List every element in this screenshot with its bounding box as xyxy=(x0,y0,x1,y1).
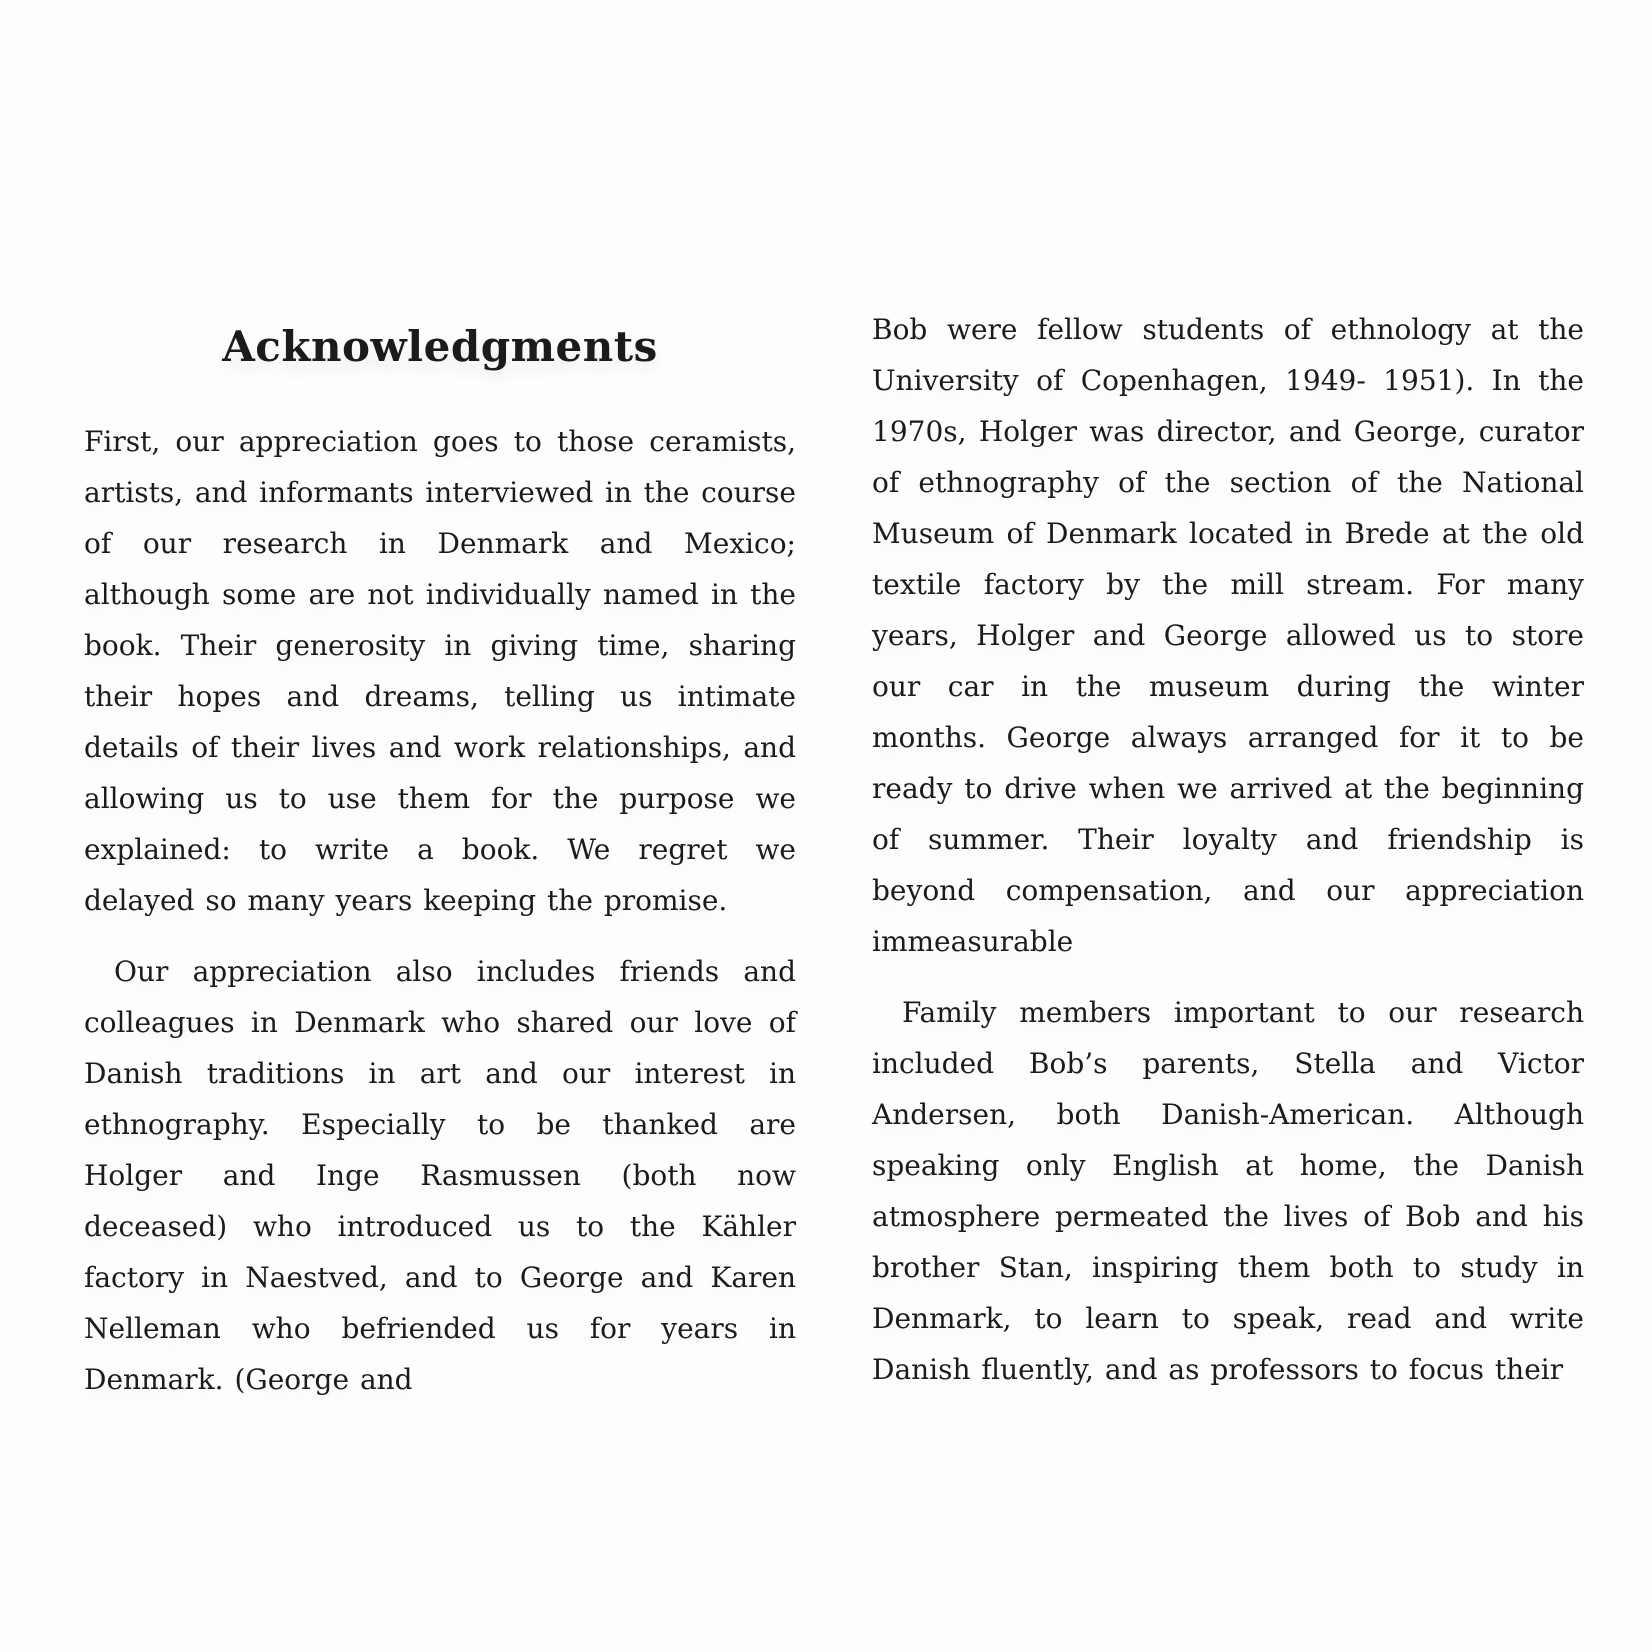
paragraph-appreciation-informants: First, our appreciation goes to those ceramists, artists, and informants interviewed in the course of our research in Denmark and Mexico; although some are not individually named in the book. Their generosity in giving time, sharing their hopes and dreams, telling us intimate details of their lives and work relationships, and allowing us to use them for the purpose we explained: to write a book. We regret we delayed so many years keeping the promise. xyxy=(84,425,796,917)
page-title: Acknowledgments xyxy=(222,322,658,371)
paragraph-continuation-museum: Bob were fellow students of ethnology at the University of Copenhagen, 1949- 1951). In the 1970s, Holger was director, and George, curator of ethnography of the section of the National Museum of Denmark located in Brede at the old textile factory by the mill stream. For many years, Holger and George allowed us to store our car in the museum during the winter months. George always arranged for it to be ready to drive when we arrived at the beginning of summer. Their loyalty and friendship is beyond compensation, and our appreciation immeasurable xyxy=(872,313,1584,958)
paragraph-family-members: Family members important to our research included Bob’s parents, Stella and Victor Andersen, both Danish-American. Although speaking only English at home, the Danish atmosphere permeated the lives of Bob and his brother Stan, inspiring them both to study in Denmark, to learn to speak, read and write Danish fluently, and as professors to focus their xyxy=(872,996,1584,1386)
left-column xyxy=(84,300,796,1405)
right-column xyxy=(872,304,1584,1395)
paragraph-appreciation-friends: Our appreciation also includes friends and colleagues in Denmark who shared our love of Danish traditions in art and our interest in ethnography. Especially to be thanked are Holger and Inge Rasmussen (both now deceased) who introduced us to the Kähler factory in Naestved, and to George and Karen Nelleman who befriended us for years in Denmark. (George and xyxy=(84,955,796,1396)
